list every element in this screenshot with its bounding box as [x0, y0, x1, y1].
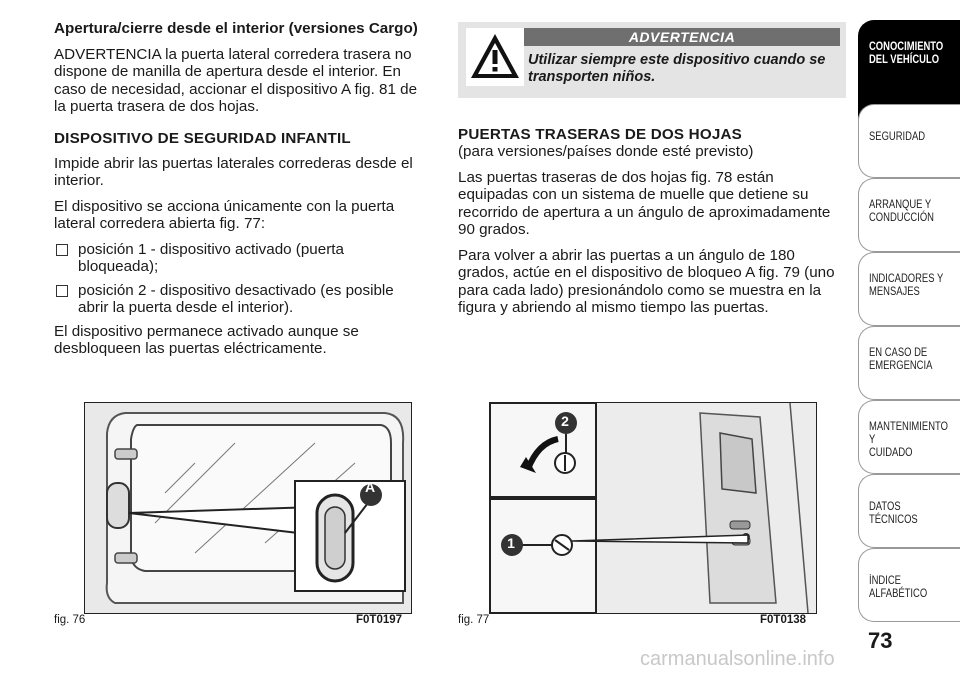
figure-76-image [84, 402, 412, 614]
warning-triangle-icon [466, 28, 524, 86]
section-subheading: Apertura/cierre desde el interior (versiones Cargo) [54, 20, 418, 37]
checkbox-bullet-icon [56, 244, 68, 256]
tab-label: DATOS TÉCNICOS [869, 501, 918, 526]
figure-caption: fig. 76 [54, 614, 86, 626]
tab-datos-tecnicos[interactable] [858, 474, 960, 548]
warning-title: ADVERTENCIA [524, 28, 840, 46]
figure-caption: fig. 77 [458, 614, 490, 626]
paragraph: Para volver a abrir las puertas a un ángulo de 180 grados, actúe en el dispositivo de bloqueo A fig. 79 (uno para cada lado) presionándolo como se muestra en la figura y abriendo al mismo tiempo las puertas. [458, 246, 835, 316]
figure-code: F0T0138 [760, 614, 807, 626]
section-heading: PUERTAS TRASERAS DE DOS HOJAS [458, 126, 742, 143]
callout-1-label: 1 [507, 535, 515, 551]
paragraph: El dispositivo se acciona únicamente con la puerta lateral corredera abierta fig. 77: [54, 197, 395, 232]
paragraph: Impide abrir las puertas laterales correderas desde el interior. [54, 154, 413, 189]
section-subheading: (para versiones/países donde esté previsto) [458, 143, 754, 160]
bullet-text: posición 1 - dispositivo activado (puerta bloqueada); [78, 240, 344, 275]
checkbox-bullet-icon [56, 285, 68, 297]
watermark: carmanualsonline.info [640, 648, 835, 670]
warning-box [458, 22, 846, 98]
warning-text: Utilizar siempre este dispositivo cuando se transporten niños. [528, 52, 826, 85]
paragraph: ADVERTENCIA la puerta lateral corredera trasera no dispone de manilla de apertura desde el interior. En caso de necesidad, accionar el dispositivo A fig. 81 de la puerta trasera de dos hojas. [54, 45, 418, 115]
tab-en-caso-de-emergencia[interactable] [858, 326, 960, 400]
bullet-item [54, 282, 426, 317]
tab-label: EN CASO DE EMERGENCIA [869, 347, 933, 372]
page-number: 73 [868, 628, 893, 653]
figure-code: F0T0197 [356, 614, 403, 626]
bullet-item [54, 241, 426, 276]
tab-label: MANTENIMIENTO Y CUIDADO [869, 421, 948, 459]
left-column [54, 20, 426, 366]
tab-label: INDICADORES Y MENSAJES [869, 273, 944, 298]
callout-a-label: A [364, 479, 376, 495]
tab-label: SEGURIDAD [869, 131, 926, 143]
bullet-text: posición 2 - dispositivo desactivado (es posible abrir la puerta desde el interior). [78, 281, 394, 316]
right-column [458, 126, 848, 325]
paragraph: Las puertas traseras de dos hojas fig. 78 están equipadas con un sistema de muelle que detiene su recorrido de apertura a un ángulo de aproximadamente 90 grados. [458, 168, 831, 238]
tab-label: CONOCIMIENTO DEL VEHÍCULO [869, 41, 944, 66]
tab-mantenimiento-y-cuidado[interactable] [858, 400, 960, 474]
tab-arranque-y-conduccion[interactable] [858, 178, 960, 252]
tab-seguridad[interactable] [858, 104, 960, 178]
tab-indice-alfabetico[interactable] [858, 548, 960, 622]
tab-label: ARRANQUE Y CONDUCCIÓN [869, 199, 934, 224]
callout-2-label: 2 [561, 413, 569, 429]
figure-77-image [489, 402, 817, 614]
tab-indicadores-y-mensajes[interactable] [858, 252, 960, 326]
tab-label: ÍNDICE ALFABÉTICO [869, 575, 928, 600]
paragraph: El dispositivo permanece activado aunque se desbloqueen las puertas eléctricamente. [54, 322, 359, 357]
section-heading: DISPOSITIVO DE SEGURIDAD INFANTIL [54, 129, 351, 147]
